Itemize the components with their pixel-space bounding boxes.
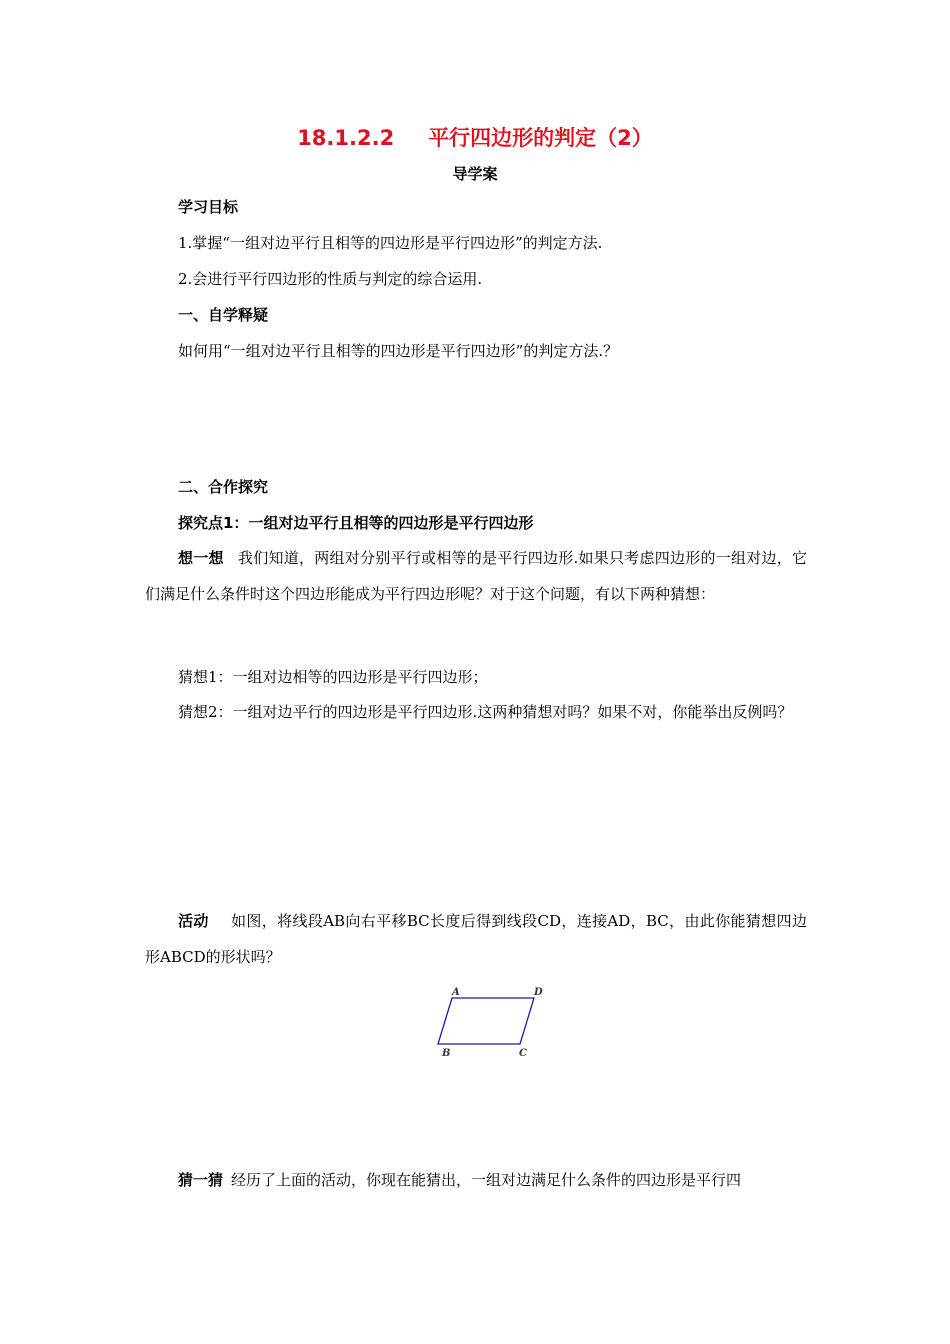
guess-paragraph	[145, 1162, 807, 1198]
objective-item-1: 1.掌握“一组对边平行且相等的四边形是平行四边形”的判定方法.	[178, 234, 603, 252]
think-label: 想一想	[178, 549, 224, 567]
think-paragraph	[145, 540, 807, 612]
activity-text: 如图，将线段AB向右平移BC长度后得到线段CD，连接AD，BC，由此你能猜想四边形ABCD的形状吗？	[145, 912, 807, 966]
guess-1: 猜想1：一组对边相等的四边形是平行四边形；	[178, 668, 488, 686]
section-number: 18.1.2.2	[297, 126, 395, 150]
title-text: 平行四边形的判定（2）	[428, 126, 653, 150]
explore-point-heading: 探究点1：一组对边平行且相等的四边形是平行四边形	[178, 514, 534, 532]
think-text: 我们知道，两组对分别平行或相等的是平行四边形.如果只考虑四边形的一组对边，它们满足什么条件时这个四边形能成为平行四边形呢？对于这个问题，有以下两种猜想：	[145, 549, 807, 603]
guess-2: 猜想2：一组对边平行的四边形是平行四边形.这两种猜想对吗？如果不对，你能举出反例吗？	[178, 703, 793, 721]
cooperation-heading: 二、合作探究	[178, 478, 269, 496]
guess-label: 猜一猜	[178, 1171, 224, 1189]
objectives-heading: 学习目标	[178, 198, 239, 216]
parallelogram-figure	[430, 980, 560, 1065]
self-study-heading: 一、自学释疑	[178, 306, 269, 324]
vertex-label-c: C	[519, 1048, 527, 1059]
guess-text: 经历了上面的活动，你现在能猜出，一组对边满足什么条件的四边形是平行四	[231, 1171, 742, 1189]
page-subtitle: 导学案	[452, 165, 498, 183]
vertex-label-a: A	[452, 987, 460, 998]
parallelogram-abcd	[438, 998, 534, 1044]
self-study-question: 如何用“一组对边平行且相等的四边形是平行四边形”的判定方法.？	[178, 342, 619, 360]
vertex-label-d: D	[534, 987, 543, 998]
objective-item-2: 2.会进行平行四边形的性质与判定的综合运用.	[178, 270, 483, 288]
vertex-label-b: B	[442, 1048, 451, 1059]
activity-label: 活动	[178, 912, 209, 930]
activity-paragraph	[145, 903, 807, 975]
page-title	[0, 122, 950, 152]
